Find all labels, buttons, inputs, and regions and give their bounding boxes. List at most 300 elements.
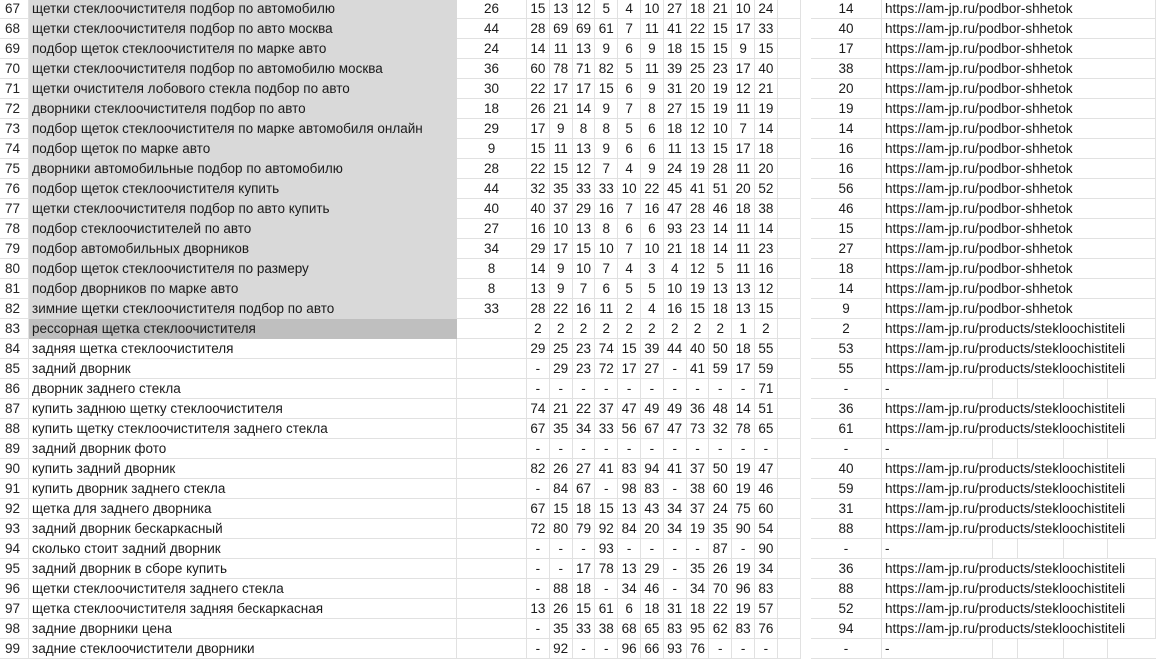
month-value-cell[interactable]: 13 bbox=[527, 279, 550, 299]
row-number[interactable]: 89 bbox=[0, 439, 29, 459]
url-cell[interactable]: https://am-jp.ru/podbor-shhetok bbox=[882, 119, 1156, 139]
month-value-cell[interactable]: 2 bbox=[595, 319, 618, 339]
volume-cell[interactable] bbox=[457, 539, 527, 559]
month-value-cell[interactable]: 14 bbox=[527, 259, 550, 279]
total-cell[interactable]: - bbox=[811, 639, 882, 659]
volume-cell[interactable] bbox=[457, 459, 527, 479]
keyword-cell[interactable]: купить дворник заднего стекла bbox=[29, 479, 457, 499]
month-value-cell[interactable]: - bbox=[527, 379, 550, 399]
month-value-cell[interactable]: 37 bbox=[687, 499, 710, 519]
month-value-cell[interactable]: 5 bbox=[595, 0, 618, 19]
row-number[interactable]: 88 bbox=[0, 419, 29, 439]
total-cell[interactable]: 18 bbox=[811, 259, 882, 279]
month-value-cell[interactable]: 33 bbox=[595, 179, 618, 199]
month-value-cell[interactable]: 82 bbox=[527, 459, 550, 479]
month-value-cell[interactable]: 67 bbox=[641, 419, 664, 439]
month-value-cell[interactable]: 5 bbox=[709, 259, 732, 279]
month-value-cell[interactable]: 37 bbox=[687, 459, 710, 479]
month-value-cell[interactable]: 29 bbox=[527, 339, 550, 359]
month-value-cell[interactable]: 12 bbox=[573, 0, 596, 19]
month-value-cell[interactable]: - bbox=[595, 639, 618, 659]
month-value-cell[interactable]: 50 bbox=[709, 459, 732, 479]
month-value-cell[interactable] bbox=[778, 99, 801, 119]
month-value-cell[interactable]: 23 bbox=[755, 239, 778, 259]
month-value-cell[interactable]: 96 bbox=[618, 639, 641, 659]
month-value-cell[interactable]: 67 bbox=[527, 419, 550, 439]
month-value-cell[interactable]: 9 bbox=[595, 39, 618, 59]
month-value-cell[interactable]: 6 bbox=[618, 139, 641, 159]
volume-cell[interactable]: 29 bbox=[457, 119, 527, 139]
volume-cell[interactable] bbox=[457, 579, 527, 599]
month-value-cell[interactable] bbox=[778, 479, 801, 499]
month-value-cell[interactable]: 23 bbox=[573, 359, 596, 379]
month-value-cell[interactable]: 19 bbox=[755, 99, 778, 119]
month-value-cell[interactable] bbox=[778, 119, 801, 139]
total-cell[interactable]: 55 bbox=[811, 359, 882, 379]
month-value-cell[interactable]: 24 bbox=[709, 499, 732, 519]
month-value-cell[interactable]: 11 bbox=[732, 99, 755, 119]
month-value-cell[interactable]: - bbox=[664, 579, 687, 599]
volume-cell[interactable]: 18 bbox=[457, 99, 527, 119]
month-value-cell[interactable] bbox=[778, 599, 801, 619]
month-value-cell[interactable]: 78 bbox=[550, 59, 573, 79]
month-value-cell[interactable]: 52 bbox=[755, 179, 778, 199]
month-value-cell[interactable]: 18 bbox=[732, 199, 755, 219]
month-value-cell[interactable]: 26 bbox=[709, 559, 732, 579]
month-value-cell[interactable]: 9 bbox=[550, 259, 573, 279]
keyword-cell[interactable]: задний дворник в сборе купить bbox=[29, 559, 457, 579]
month-value-cell[interactable]: 83 bbox=[664, 619, 687, 639]
volume-cell[interactable] bbox=[457, 379, 527, 399]
month-value-cell[interactable]: 16 bbox=[641, 199, 664, 219]
month-value-cell[interactable]: 20 bbox=[687, 79, 710, 99]
keyword-cell[interactable]: щетки стеклоочистителя заднего стекла bbox=[29, 579, 457, 599]
volume-cell[interactable]: 8 bbox=[457, 259, 527, 279]
total-cell[interactable]: 31 bbox=[811, 499, 882, 519]
month-value-cell[interactable]: 46 bbox=[755, 479, 778, 499]
month-value-cell[interactable]: 6 bbox=[618, 79, 641, 99]
month-value-cell[interactable]: 12 bbox=[687, 259, 710, 279]
month-value-cell[interactable]: 11 bbox=[595, 299, 618, 319]
month-value-cell[interactable]: 8 bbox=[641, 99, 664, 119]
month-value-cell[interactable]: 15 bbox=[527, 139, 550, 159]
month-value-cell[interactable] bbox=[778, 259, 801, 279]
url-cell[interactable]: https://am-jp.ru/products/stekloochistiteli bbox=[882, 499, 1156, 519]
url-cell[interactable]: https://am-jp.ru/products/stekloochistiteli bbox=[882, 419, 1156, 439]
month-value-cell[interactable] bbox=[778, 539, 801, 559]
month-value-cell[interactable]: 66 bbox=[641, 639, 664, 659]
month-value-cell[interactable]: 60 bbox=[527, 59, 550, 79]
month-value-cell[interactable]: 88 bbox=[550, 579, 573, 599]
row-number[interactable]: 71 bbox=[0, 79, 29, 99]
keyword-cell[interactable]: рессорная щетка стеклоочистителя bbox=[29, 319, 457, 339]
month-value-cell[interactable]: 15 bbox=[687, 39, 710, 59]
month-value-cell[interactable]: 39 bbox=[641, 339, 664, 359]
month-value-cell[interactable]: 2 bbox=[664, 319, 687, 339]
total-cell[interactable]: 20 bbox=[811, 79, 882, 99]
month-value-cell[interactable]: 27 bbox=[641, 359, 664, 379]
month-value-cell[interactable] bbox=[778, 199, 801, 219]
month-value-cell[interactable]: - bbox=[527, 619, 550, 639]
month-value-cell[interactable]: 2 bbox=[641, 319, 664, 339]
row-number[interactable]: 79 bbox=[0, 239, 29, 259]
total-cell[interactable]: 9 bbox=[811, 299, 882, 319]
month-value-cell[interactable]: 11 bbox=[550, 139, 573, 159]
month-value-cell[interactable]: 57 bbox=[755, 599, 778, 619]
url-cell[interactable]: https://am-jp.ru/podbor-shhetok bbox=[882, 179, 1156, 199]
month-value-cell[interactable]: 2 bbox=[618, 299, 641, 319]
total-cell[interactable]: 36 bbox=[811, 399, 882, 419]
month-value-cell[interactable]: 72 bbox=[595, 359, 618, 379]
month-value-cell[interactable]: 2 bbox=[618, 319, 641, 339]
month-value-cell[interactable]: 22 bbox=[573, 399, 596, 419]
row-number[interactable]: 72 bbox=[0, 99, 29, 119]
month-value-cell[interactable]: 10 bbox=[641, 0, 664, 19]
month-value-cell[interactable]: 17 bbox=[550, 239, 573, 259]
month-value-cell[interactable]: 23 bbox=[687, 219, 710, 239]
month-value-cell[interactable]: 6 bbox=[595, 279, 618, 299]
volume-cell[interactable]: 27 bbox=[457, 219, 527, 239]
month-value-cell[interactable]: 17 bbox=[732, 19, 755, 39]
month-value-cell[interactable]: 17 bbox=[573, 79, 596, 99]
volume-cell[interactable] bbox=[457, 519, 527, 539]
month-value-cell[interactable]: 67 bbox=[527, 499, 550, 519]
month-value-cell[interactable]: 9 bbox=[595, 139, 618, 159]
month-value-cell[interactable]: 37 bbox=[595, 399, 618, 419]
month-value-cell[interactable]: 47 bbox=[618, 399, 641, 419]
month-value-cell[interactable]: 18 bbox=[755, 139, 778, 159]
month-value-cell[interactable]: - bbox=[732, 439, 755, 459]
month-value-cell[interactable]: 10 bbox=[573, 259, 596, 279]
month-value-cell[interactable]: 11 bbox=[664, 139, 687, 159]
keyword-cell[interactable]: сколько стоит задний дворник bbox=[29, 539, 457, 559]
month-value-cell[interactable]: - bbox=[664, 539, 687, 559]
month-value-cell[interactable]: 49 bbox=[664, 399, 687, 419]
month-value-cell[interactable]: 76 bbox=[755, 619, 778, 639]
month-value-cell[interactable]: 35 bbox=[709, 519, 732, 539]
month-value-cell[interactable]: 5 bbox=[618, 59, 641, 79]
total-cell[interactable]: 14 bbox=[811, 279, 882, 299]
total-cell[interactable]: 2 bbox=[811, 319, 882, 339]
month-value-cell[interactable]: 26 bbox=[527, 99, 550, 119]
month-value-cell[interactable]: 13 bbox=[618, 499, 641, 519]
month-value-cell[interactable]: 59 bbox=[709, 359, 732, 379]
month-value-cell[interactable]: 10 bbox=[641, 239, 664, 259]
row-number[interactable]: 95 bbox=[0, 559, 29, 579]
month-value-cell[interactable]: 40 bbox=[755, 59, 778, 79]
month-value-cell[interactable]: 35 bbox=[550, 419, 573, 439]
month-value-cell[interactable] bbox=[778, 419, 801, 439]
row-number[interactable]: 73 bbox=[0, 119, 29, 139]
month-value-cell[interactable]: 11 bbox=[641, 19, 664, 39]
keyword-cell[interactable]: щетки стеклоочистителя подбор по авто купить bbox=[29, 199, 457, 219]
month-value-cell[interactable]: 62 bbox=[709, 619, 732, 639]
month-value-cell[interactable]: 19 bbox=[732, 479, 755, 499]
volume-cell[interactable] bbox=[457, 479, 527, 499]
month-value-cell[interactable]: 84 bbox=[618, 519, 641, 539]
month-value-cell[interactable]: 72 bbox=[527, 519, 550, 539]
month-value-cell[interactable]: - bbox=[664, 359, 687, 379]
month-value-cell[interactable]: 22 bbox=[641, 179, 664, 199]
month-value-cell[interactable]: 94 bbox=[641, 459, 664, 479]
keyword-cell[interactable]: подбор щеток стеклоочистителя по размеру bbox=[29, 259, 457, 279]
month-value-cell[interactable]: 25 bbox=[550, 339, 573, 359]
month-value-cell[interactable]: 10 bbox=[709, 119, 732, 139]
month-value-cell[interactable]: 1 bbox=[732, 319, 755, 339]
keyword-cell[interactable]: подбор щеток стеклоочистителя по марке авто bbox=[29, 39, 457, 59]
row-number[interactable]: 93 bbox=[0, 519, 29, 539]
total-cell[interactable]: 61 bbox=[811, 419, 882, 439]
month-value-cell[interactable]: 87 bbox=[709, 539, 732, 559]
month-value-cell[interactable]: 38 bbox=[687, 479, 710, 499]
total-cell[interactable]: - bbox=[811, 379, 882, 399]
month-value-cell[interactable]: 16 bbox=[664, 299, 687, 319]
keyword-cell[interactable]: задний дворник бескаркасный bbox=[29, 519, 457, 539]
month-value-cell[interactable]: 17 bbox=[732, 59, 755, 79]
url-cell[interactable]: https://am-jp.ru/podbor-shhetok bbox=[882, 299, 1156, 319]
month-value-cell[interactable]: 13 bbox=[573, 219, 596, 239]
month-value-cell[interactable] bbox=[778, 359, 801, 379]
month-value-cell[interactable]: 65 bbox=[755, 419, 778, 439]
month-value-cell[interactable]: 41 bbox=[687, 179, 710, 199]
month-value-cell[interactable]: 13 bbox=[573, 39, 596, 59]
month-value-cell[interactable]: 48 bbox=[709, 399, 732, 419]
month-value-cell[interactable]: - bbox=[527, 539, 550, 559]
month-value-cell[interactable]: - bbox=[550, 539, 573, 559]
volume-cell[interactable] bbox=[457, 419, 527, 439]
month-value-cell[interactable] bbox=[778, 499, 801, 519]
month-value-cell[interactable]: 82 bbox=[595, 59, 618, 79]
month-value-cell[interactable]: 35 bbox=[550, 179, 573, 199]
month-value-cell[interactable]: 18 bbox=[641, 599, 664, 619]
month-value-cell[interactable]: 55 bbox=[755, 339, 778, 359]
month-value-cell[interactable]: 15 bbox=[687, 299, 710, 319]
month-value-cell[interactable]: - bbox=[755, 439, 778, 459]
month-value-cell[interactable]: 11 bbox=[732, 239, 755, 259]
row-number[interactable]: 69 bbox=[0, 39, 29, 59]
url-cell[interactable]: https://am-jp.ru/podbor-shhetok bbox=[882, 19, 1156, 39]
keyword-cell[interactable]: зимние щетки стеклоочистителя подбор по авто bbox=[29, 299, 457, 319]
month-value-cell[interactable]: - bbox=[687, 439, 710, 459]
month-value-cell[interactable] bbox=[778, 639, 801, 659]
month-value-cell[interactable]: 56 bbox=[618, 419, 641, 439]
month-value-cell[interactable]: 26 bbox=[550, 599, 573, 619]
month-value-cell[interactable]: 29 bbox=[550, 359, 573, 379]
total-cell[interactable]: 46 bbox=[811, 199, 882, 219]
month-value-cell[interactable]: 9 bbox=[732, 39, 755, 59]
month-value-cell[interactable]: 18 bbox=[709, 299, 732, 319]
month-value-cell[interactable]: 41 bbox=[595, 459, 618, 479]
month-value-cell[interactable]: 2 bbox=[755, 319, 778, 339]
url-cell[interactable]: https://am-jp.ru/products/stekloochistiteli bbox=[882, 359, 1156, 379]
month-value-cell[interactable]: 14 bbox=[732, 399, 755, 419]
month-value-cell[interactable]: 22 bbox=[709, 599, 732, 619]
month-value-cell[interactable]: 14 bbox=[573, 99, 596, 119]
total-cell[interactable]: - bbox=[811, 539, 882, 559]
month-value-cell[interactable]: 80 bbox=[550, 519, 573, 539]
keyword-cell[interactable]: задний дворник фото bbox=[29, 439, 457, 459]
month-value-cell[interactable]: 13 bbox=[573, 139, 596, 159]
month-value-cell[interactable]: 90 bbox=[755, 539, 778, 559]
month-value-cell[interactable]: 4 bbox=[641, 299, 664, 319]
row-number[interactable]: 97 bbox=[0, 599, 29, 619]
month-value-cell[interactable]: - bbox=[732, 639, 755, 659]
month-value-cell[interactable]: 35 bbox=[687, 559, 710, 579]
row-number[interactable]: 90 bbox=[0, 459, 29, 479]
url-cell[interactable]: https://am-jp.ru/products/stekloochistiteli bbox=[882, 339, 1156, 359]
volume-cell[interactable]: 26 bbox=[457, 0, 527, 19]
month-value-cell[interactable]: 33 bbox=[755, 19, 778, 39]
month-value-cell[interactable]: 69 bbox=[573, 19, 596, 39]
month-value-cell[interactable]: 4 bbox=[664, 259, 687, 279]
url-cell[interactable]: - bbox=[882, 539, 1156, 559]
keyword-cell[interactable]: подбор дворников по марке авто bbox=[29, 279, 457, 299]
month-value-cell[interactable]: 31 bbox=[664, 79, 687, 99]
month-value-cell[interactable]: 14 bbox=[709, 219, 732, 239]
month-value-cell[interactable]: 44 bbox=[664, 339, 687, 359]
month-value-cell[interactable]: 17 bbox=[550, 79, 573, 99]
month-value-cell[interactable]: - bbox=[641, 539, 664, 559]
month-value-cell[interactable]: 14 bbox=[755, 219, 778, 239]
row-number[interactable]: 87 bbox=[0, 399, 29, 419]
total-cell[interactable]: 52 bbox=[811, 599, 882, 619]
month-value-cell[interactable]: 24 bbox=[664, 159, 687, 179]
month-value-cell[interactable]: - bbox=[527, 559, 550, 579]
keyword-cell[interactable]: купить щетку стеклоочистителя заднего стекла bbox=[29, 419, 457, 439]
month-value-cell[interactable]: 14 bbox=[527, 39, 550, 59]
month-value-cell[interactable]: 50 bbox=[709, 339, 732, 359]
month-value-cell[interactable]: 15 bbox=[709, 139, 732, 159]
volume-cell[interactable]: 36 bbox=[457, 59, 527, 79]
url-cell[interactable]: - bbox=[882, 639, 1156, 659]
month-value-cell[interactable]: 34 bbox=[573, 419, 596, 439]
volume-cell[interactable] bbox=[457, 499, 527, 519]
month-value-cell[interactable]: - bbox=[664, 379, 687, 399]
month-value-cell[interactable]: 32 bbox=[709, 419, 732, 439]
month-value-cell[interactable]: - bbox=[527, 579, 550, 599]
month-value-cell[interactable]: - bbox=[527, 639, 550, 659]
month-value-cell[interactable]: 8 bbox=[595, 119, 618, 139]
month-value-cell[interactable]: 47 bbox=[664, 199, 687, 219]
month-value-cell[interactable]: 28 bbox=[709, 159, 732, 179]
month-value-cell[interactable]: 17 bbox=[732, 359, 755, 379]
volume-cell[interactable] bbox=[457, 639, 527, 659]
month-value-cell[interactable]: 15 bbox=[709, 19, 732, 39]
row-number[interactable]: 99 bbox=[0, 639, 29, 659]
keyword-cell[interactable]: щетка для заднего дворника bbox=[29, 499, 457, 519]
month-value-cell[interactable]: 6 bbox=[641, 139, 664, 159]
month-value-cell[interactable]: 28 bbox=[527, 19, 550, 39]
month-value-cell[interactable]: 15 bbox=[687, 99, 710, 119]
month-value-cell[interactable]: - bbox=[618, 439, 641, 459]
month-value-cell[interactable]: 19 bbox=[687, 159, 710, 179]
keyword-cell[interactable]: подбор щеток стеклоочистителя по марке автомобиля онлайн bbox=[29, 119, 457, 139]
keyword-cell[interactable]: задний дворник bbox=[29, 359, 457, 379]
month-value-cell[interactable]: 28 bbox=[527, 299, 550, 319]
row-number[interactable]: 98 bbox=[0, 619, 29, 639]
month-value-cell[interactable]: - bbox=[550, 439, 573, 459]
month-value-cell[interactable]: 70 bbox=[709, 579, 732, 599]
month-value-cell[interactable]: 31 bbox=[664, 599, 687, 619]
url-cell[interactable]: https://am-jp.ru/products/stekloochistiteli bbox=[882, 579, 1156, 599]
month-value-cell[interactable]: 8 bbox=[595, 219, 618, 239]
month-value-cell[interactable]: 6 bbox=[618, 39, 641, 59]
month-value-cell[interactable]: 17 bbox=[732, 139, 755, 159]
total-cell[interactable]: 27 bbox=[811, 239, 882, 259]
month-value-cell[interactable]: 36 bbox=[687, 399, 710, 419]
month-value-cell[interactable]: 92 bbox=[595, 519, 618, 539]
keyword-cell[interactable]: щетки стеклоочистителя подбор по автомобилю москва bbox=[29, 59, 457, 79]
month-value-cell[interactable]: 92 bbox=[550, 639, 573, 659]
month-value-cell[interactable]: 18 bbox=[732, 339, 755, 359]
month-value-cell[interactable]: - bbox=[709, 439, 732, 459]
row-number[interactable]: 75 bbox=[0, 159, 29, 179]
keyword-cell[interactable]: подбор щеток по марке авто bbox=[29, 139, 457, 159]
total-cell[interactable]: 16 bbox=[811, 139, 882, 159]
month-value-cell[interactable]: - bbox=[595, 479, 618, 499]
month-value-cell[interactable]: 11 bbox=[550, 39, 573, 59]
month-value-cell[interactable]: 21 bbox=[755, 79, 778, 99]
month-value-cell[interactable]: 19 bbox=[687, 279, 710, 299]
month-value-cell[interactable]: 18 bbox=[664, 119, 687, 139]
total-cell[interactable]: 15 bbox=[811, 219, 882, 239]
month-value-cell[interactable]: - bbox=[755, 639, 778, 659]
month-value-cell[interactable]: 18 bbox=[573, 499, 596, 519]
month-value-cell[interactable] bbox=[778, 559, 801, 579]
volume-cell[interactable]: 28 bbox=[457, 159, 527, 179]
row-number[interactable]: 91 bbox=[0, 479, 29, 499]
month-value-cell[interactable]: 28 bbox=[687, 199, 710, 219]
month-value-cell[interactable] bbox=[778, 179, 801, 199]
month-value-cell[interactable]: 19 bbox=[732, 459, 755, 479]
month-value-cell[interactable]: 93 bbox=[595, 539, 618, 559]
month-value-cell[interactable]: 78 bbox=[732, 419, 755, 439]
month-value-cell[interactable]: 15 bbox=[527, 0, 550, 19]
month-value-cell[interactable]: 22 bbox=[687, 19, 710, 39]
month-value-cell[interactable]: 83 bbox=[732, 619, 755, 639]
row-number[interactable]: 96 bbox=[0, 579, 29, 599]
total-cell[interactable]: 16 bbox=[811, 159, 882, 179]
month-value-cell[interactable]: 13 bbox=[709, 279, 732, 299]
row-number[interactable]: 84 bbox=[0, 339, 29, 359]
month-value-cell[interactable]: 27 bbox=[664, 0, 687, 19]
row-number[interactable]: 94 bbox=[0, 539, 29, 559]
row-number[interactable]: 77 bbox=[0, 199, 29, 219]
month-value-cell[interactable] bbox=[778, 79, 801, 99]
month-value-cell[interactable]: - bbox=[687, 379, 710, 399]
month-value-cell[interactable]: 54 bbox=[755, 519, 778, 539]
month-value-cell[interactable]: 6 bbox=[618, 219, 641, 239]
month-value-cell[interactable] bbox=[778, 39, 801, 59]
month-value-cell[interactable]: 34 bbox=[664, 519, 687, 539]
url-cell[interactable]: https://am-jp.ru/podbor-shhetok bbox=[882, 159, 1156, 179]
month-value-cell[interactable]: 29 bbox=[641, 559, 664, 579]
month-value-cell[interactable]: 40 bbox=[527, 199, 550, 219]
month-value-cell[interactable]: 37 bbox=[550, 199, 573, 219]
month-value-cell[interactable]: 95 bbox=[687, 619, 710, 639]
month-value-cell[interactable]: 10 bbox=[732, 0, 755, 19]
total-cell[interactable]: 88 bbox=[811, 519, 882, 539]
total-cell[interactable]: 19 bbox=[811, 99, 882, 119]
url-cell[interactable]: https://am-jp.ru/products/stekloochistiteli bbox=[882, 519, 1156, 539]
month-value-cell[interactable]: 7 bbox=[573, 279, 596, 299]
month-value-cell[interactable]: - bbox=[595, 579, 618, 599]
keyword-cell[interactable]: купить заднюю щетку стеклоочистителя bbox=[29, 399, 457, 419]
total-cell[interactable]: 17 bbox=[811, 39, 882, 59]
month-value-cell[interactable]: 71 bbox=[755, 379, 778, 399]
month-value-cell[interactable]: - bbox=[709, 639, 732, 659]
month-value-cell[interactable] bbox=[778, 19, 801, 39]
